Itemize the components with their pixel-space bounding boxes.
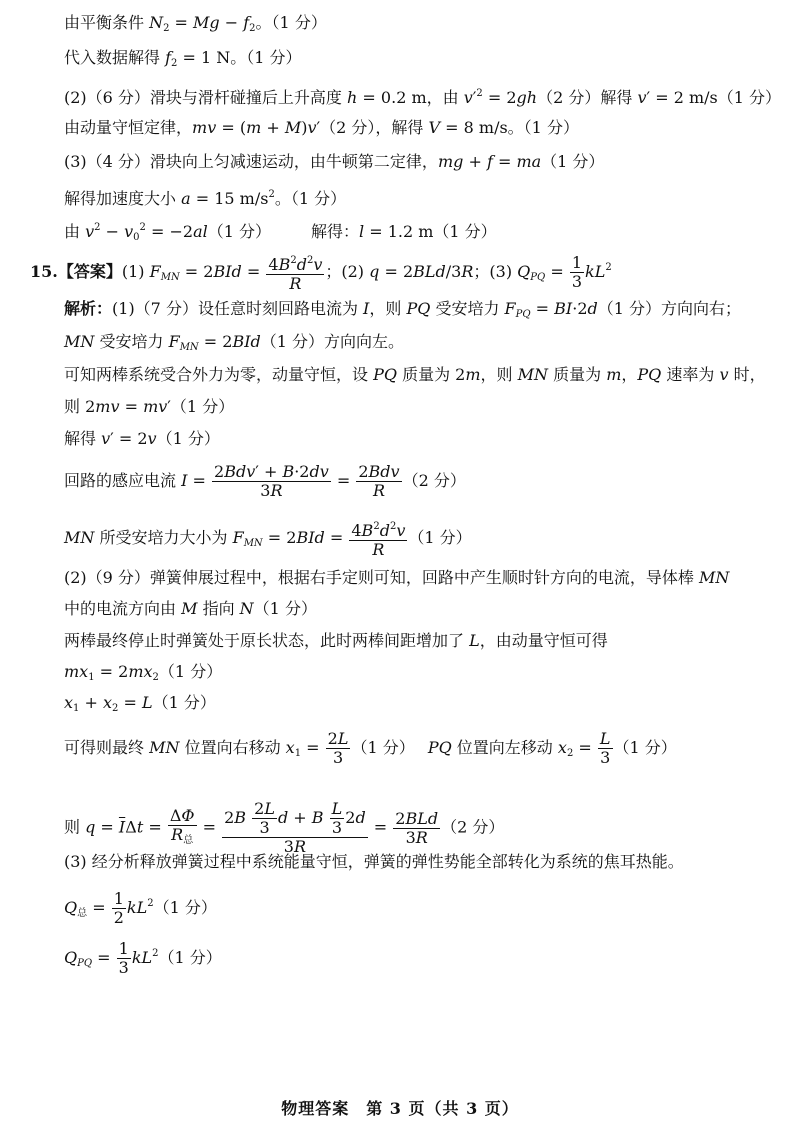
line-final-state: 两棒最终停止时弹簧处于原长状态，此时两棒间距增加了 L，由动量守恒可得 — [64, 631, 608, 650]
line-induced-current: 回路的感应电流 I = $\frac{\text{2Bdv′ + B·2dv}}{3R}$ = $\frac{\text{2Bdv}}{R}$ （2 分） — [64, 462, 466, 500]
line-current-direction: 中的电流方向由 M 指向 N（1 分） — [64, 599, 317, 618]
line-energy-conservation: (3) 经分析释放弹簧过程中系统能量守恒，弹簧的弹性势能全部转化为系统的焦耳热能。 — [64, 852, 684, 871]
line-2mv: 则 2mv = mv′（1 分） — [64, 397, 235, 416]
line-acceleration: 解得加速度大小 a = 15 $m/s^2$。（1 分） — [64, 189, 347, 208]
line-displacements: 可得则最终 MN 位置向右移动 $x_1$ = $\frac{2L}{3}$ （1 分） PQ 位置向左移动 $x_2$ = $\frac{L}{3}$ （1 分） — [64, 729, 677, 767]
line-mx1: $mx_1 = 2mx_2(1$ 分） — [64, 662, 223, 683]
line-system-momentum: 可知两棒系统受合外力为零，动量守恒，设 PQ 质量为 2m，则 MN 质量为 m，PQ 速率为 v 时， — [64, 365, 766, 384]
line-momentum-conservation: 由动量守恒定律，mv = (m + M)v′（2 分），解得 V = 8 m/s。（1 分） — [64, 118, 579, 137]
line-f2-result: 代入数据解得 $f_2 = 1$ N。（1 分） — [64, 48, 302, 69]
line-analysis-part1: 解析：(1)（7 分）设任意时刻回路电流为 I，则 PQ 受安培力 $F_{PQ} = BI\cdot 2d(1$ 分）方向向右； — [64, 299, 742, 320]
line-q15-answer: 15.【答案】(1) $F_{MN} = 2BId$ = $\frac{4B^2d^2v}{R}$ ；(2) q = 2BLd/3R；(3) $Q_{PQ}$ = $\frac{1}{3}$ $kL^2$ — [30, 253, 612, 293]
line-part3-newton: (3)（4 分）滑块向上匀减速运动，由牛顿第二定律，mg + f = ma（1 分） — [64, 152, 605, 171]
line-q-pq: $Q_{PQ}$ = $\frac{1}{3}$ $kL^2(1$ 分） — [64, 939, 222, 977]
line-part2-spring: (2)（9 分）弹簧伸展过程中，根据右手定则可知，回路中产生顺时针方向的电流，导体棒 MN — [64, 568, 730, 587]
line-distance: 由 $v^2 - v_0^2 = -2al(1$ 分） 解得：l = 1.2 m（1 分） — [64, 222, 497, 243]
line-mn-ampere-force: MN 所受安培力大小为 $F_{MN} = 2BId$ = $\frac{4B^2d^2v}{R}$ （1 分） — [64, 518, 472, 559]
line-v-prime: 解得 v′ = 2v（1 分） — [64, 429, 220, 448]
line-charge-q: 则 $q = \overline{I}\Delta t$ = $\frac{\Delta\Phi}{R_总}$ = 2B $\frac{2L}{3}$ d + B $\frac{L}{3}$ 2d 3R = $\frac{\text{2BLd}}{3R}$ （2 分） — [64, 799, 505, 856]
line-q-total: $Q_总$ = $\frac{1}{2}$ $kL^2(1$ 分） — [64, 889, 217, 927]
page-footer: 物理答案 第 3 页（共 3 页） — [281, 1099, 519, 1118]
line-x1-x2: $x_1 + x_2 = L(1$ 分） — [64, 693, 216, 714]
line-balance-condition: 由平衡条件 $N_2 = Mg - f_2$。（1 分） — [64, 13, 327, 34]
line-part2-height: (2)（6 分）滑块与滑杆碰撞后上升高度 h = 0.2 m，由 $v'^2 = 2gh(2$ 分）解得 v′ = 2 m/s（1 分） — [64, 88, 782, 107]
line-mn-force: MN 受安培力 $F_{MN} = 2BId(1$ 分）方向向左。 — [64, 332, 405, 353]
